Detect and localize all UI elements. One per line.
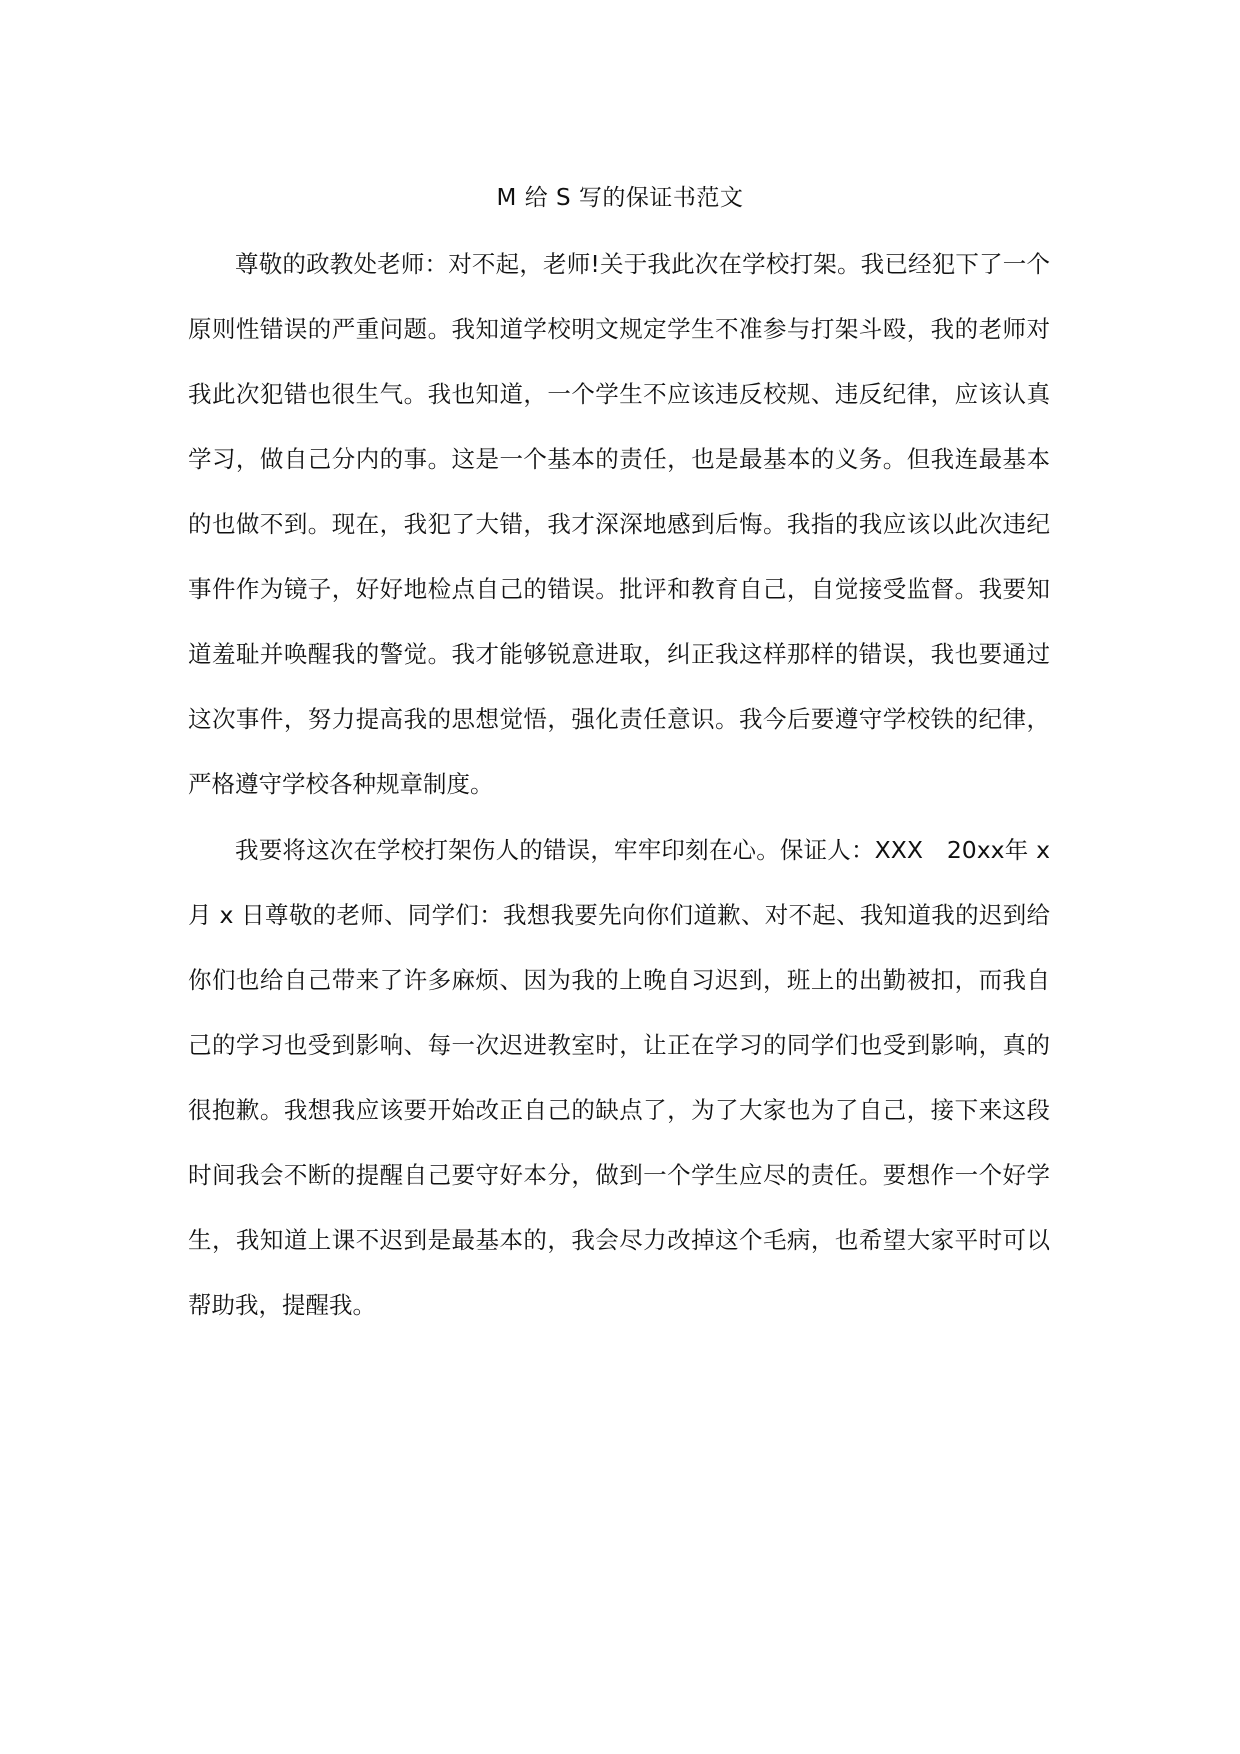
body-paragraph-2: 我要将这次在学校打架伤人的错误，牢牢印刻在心。保证人：XXX 20xx年 x 月 x 日尊敬的老师、同学们：我想我要先向你们道歉、对不起、我知道我的迟到给你们也给自己带来了许多麻烦、因为我的上晚自习迟到，班上的出勤被扣，而我自己的学习也受到影响、每一次迟进教室时，让正在学习的同学们也受到影响，真的很抱歉。我想我应该要开始改正自己的缺点了，为了大家也为了自己，接下来这段时间我会不断的提醒自己要守好本分，做到一个学生应尽的责任。要想作一个好学生，我知道上课不迟到是最基本的，我会尽力改掉这个毛病，也希望大家平时可以帮助我，提醒我。 — [188, 836, 1050, 1319]
body-paragraph-1: 尊敬的政教处老师：对不起，老师!关于我此次在学校打架。我已经犯下了一个原则性错误的严重问题。我知道学校明文规定学生不准参与打架斗殴，我的老师对我此次犯错也很生气。我也知道，一个学生不应该违反校规、违反纪律，应该认真学习，做自己分内的事。这是一个基本的责任，也是最基本的义务。但我连最基本的也做不到。现在，我犯了大错，我才深深地感到后悔。我指的我应该以此次违纪事件作为镜子，好好地检点自己的错误。批评和教育自己，自觉接受监督。我要知道羞耻并唤醒我的警觉。我才能够锐意进取，纠正我这样那样的错误，我也要通过这次事件，努力提高我的思想觉悟，强化责任意识。我今后要遵守学校铁的纪律，严格遵守学校各种规章制度。 — [188, 250, 1050, 798]
document-title: M 给 S 写的保证书范文 — [496, 185, 744, 211]
